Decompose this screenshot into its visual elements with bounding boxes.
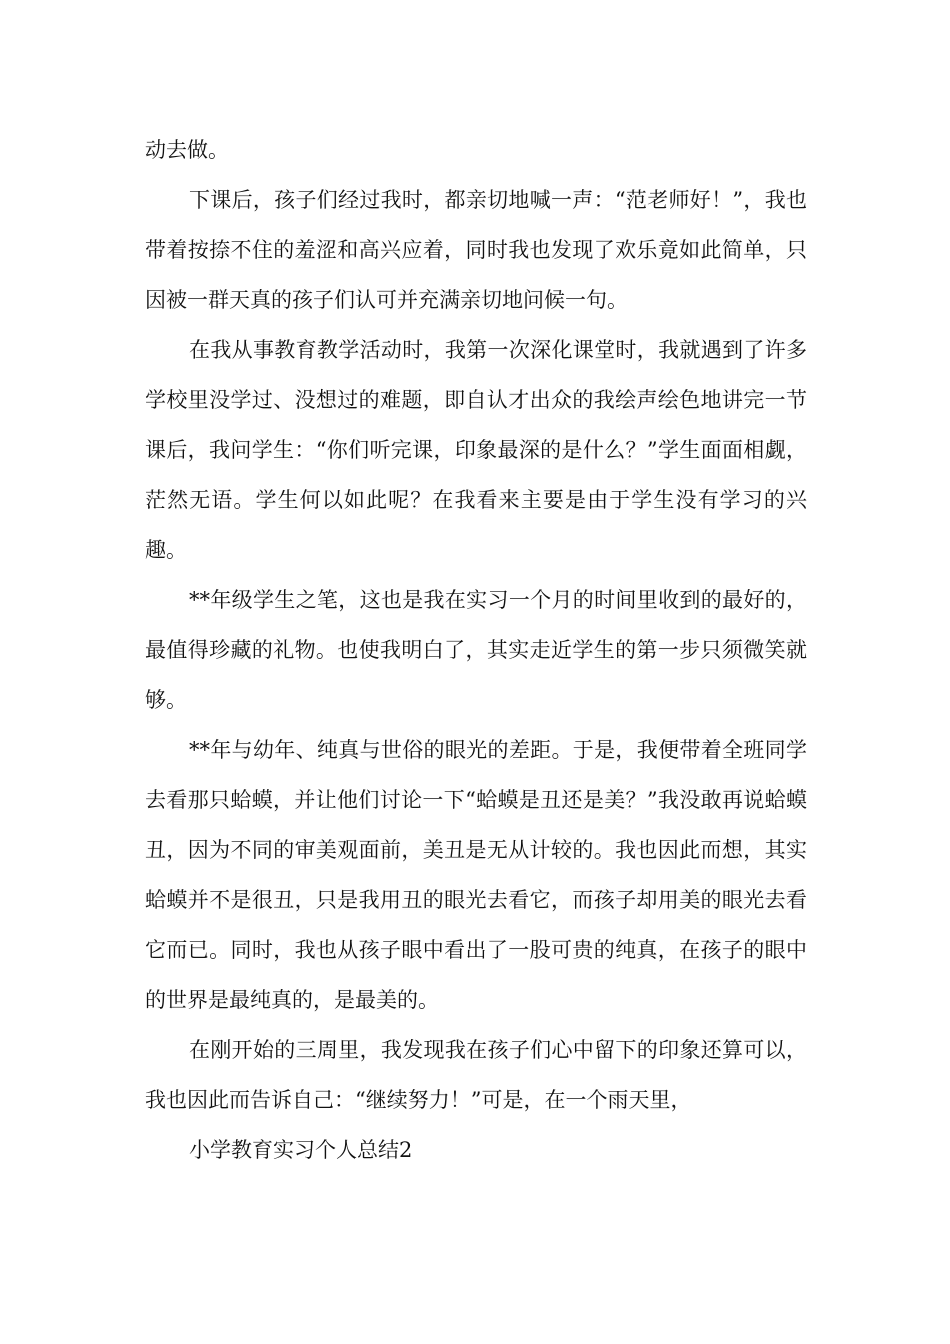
paragraph: 在刚开始的三周里，我发现我在孩子们心中留下的印象还算可以，我也因此而告诉自己：“继续努力！”可是，在一个雨天里， <box>145 1038 807 1112</box>
paragraph: 在我从事教育教学活动时，我第一次深化课堂时，我就遇到了许多学校里没学过、没想过的难题，即自认才出众的我绘声绘色地讲完一节课后，我问学生：“你们听完课，印象最深的是什么？”学生面面相觑，茫然无语。学生何以如此呢？在我看来主要是由于学生没有学习的兴趣。 <box>145 338 807 562</box>
paragraph-continuation: 动去做。 <box>145 138 229 162</box>
document-body <box>145 125 807 1175</box>
section-heading: 小学教育实习个人总结2 <box>189 1138 413 1162</box>
paragraph: **年与幼年、纯真与世俗的眼光的差距。于是，我便带着全班同学去看那只蛤蟆，并让他们讨论一下“蛤蟆是丑还是美？”我没敢再说蛤蟆丑，因为不同的审美观面前，美丑是无从计较的。我也因此而想，其实蛤蟆并不是很丑，只是我用丑的眼光去看它，而孩子却用美的眼光去看它而已。同时，我也从孩子眼中看出了一股可贵的纯真，在孩子的眼中的世界是最纯真的，是最美的。 <box>145 738 807 1012</box>
paragraph: 下课后，孩子们经过我时，都亲切地喊一声：“范老师好！”，我也带着按捺不住的羞涩和高兴应着，同时我也发现了欢乐竟如此简单，只因被一群天真的孩子们认可并充满亲切地问候一句。 <box>145 188 807 312</box>
paragraph: **年级学生之笔，这也是我在实习一个月的时间里收到的最好的，最值得珍藏的礼物。也使我明白了，其实走近学生的第一步只须微笑就够。 <box>145 588 807 712</box>
